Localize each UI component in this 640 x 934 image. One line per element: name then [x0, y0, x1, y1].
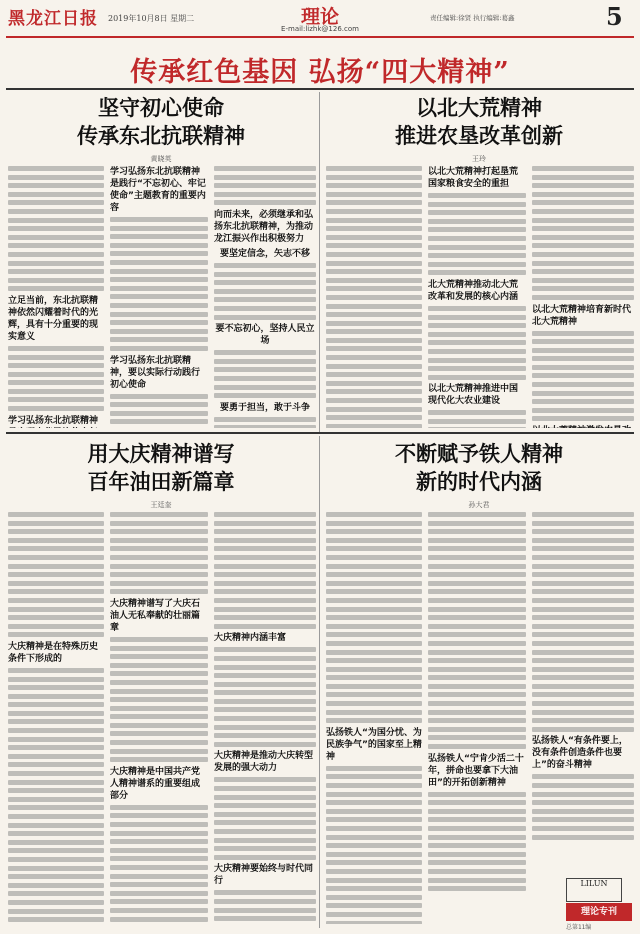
article-beidahuang-spirit [324, 94, 634, 164]
section-logo: LILUN [566, 878, 622, 902]
article-body-column [428, 512, 526, 924]
article-body-column [214, 166, 316, 428]
page-banner-headline: 传承红色基因 弘扬“四大精神” [130, 57, 510, 88]
article-headline-line2: 百年油田新篇章 [87, 469, 235, 494]
article-byline: 王廷奎 [150, 501, 172, 509]
article-subhead: 大庆精神要始终与时代同行 [214, 864, 314, 887]
article-subhead: 要坚定信念，矢志不移 [219, 248, 310, 259]
issue-date: 2019年10月8日 星期二 [108, 14, 195, 23]
article-byline: 孙大君 [468, 501, 490, 509]
banner-rule [6, 88, 634, 90]
article-body-column [8, 512, 104, 924]
article-subhead: 学习弘扬东北抗联精神 [8, 415, 99, 426]
article-byline: 黄晓英 [150, 155, 172, 163]
article-body-column [110, 166, 208, 428]
article-subhead: 向而未来，必须继承和弘扬东北抗联精神，为推动龙江振兴作出积极努力 [214, 209, 314, 244]
article-headline-line1: 以北大荒精神 [416, 95, 542, 120]
article-body-column [326, 512, 422, 924]
article-body-column [532, 166, 634, 428]
article-byline: 王玲 [472, 155, 486, 163]
section-divider [6, 432, 634, 434]
article-subhead: 以北大荒精神打起垦荒国家粮食安全的重担 [428, 167, 519, 189]
article-headline-line1: 不断赋予铁人精神 [395, 441, 563, 466]
top-column-divider [319, 92, 320, 432]
article-body-column [8, 166, 104, 428]
article-subhead [532, 425, 634, 428]
masthead-rule [6, 36, 634, 38]
newspaper-logo: 黑龙江日报 [8, 9, 98, 29]
article-body-column [214, 512, 316, 924]
article-subhead: 要勇于担当，敢于斗争 [219, 402, 310, 413]
article-headline-line2: 新的时代内涵 [416, 469, 542, 494]
page-number: 5 [606, 2, 623, 31]
article-subhead: 弘扬铁人“宁肯少活二十年，拼命也要拿下大油田”的开拓创新精神 [428, 753, 524, 788]
article-headline-line1: 用大庆精神谱写 [87, 441, 235, 466]
article-body-column [532, 512, 634, 872]
article-body-column [428, 166, 526, 428]
article-subhead: 弘扬铁人“为国分忧、为民族争气”的国家至上精神 [326, 727, 422, 762]
issue-code: 总第11编 [566, 924, 592, 931]
bottom-column-divider [319, 436, 320, 928]
editor-credits: 责任编辑:徐贤 执行编辑:葛鑫 [430, 14, 515, 22]
article-subhead: 大庆精神是中国共产党人精神谱系的重要组成部分 [110, 766, 201, 801]
article-subhead: 弘扬铁人“有条件要上，没有条件创造条件也要上”的奋斗精神 [532, 736, 628, 771]
article-subhead: 学习弘扬东北抗联精神，要以实际行动践行初心使命 [110, 355, 201, 390]
article-ironman-spirit [324, 440, 634, 510]
article-anti-japanese-spirit [6, 94, 316, 164]
article-body-column [110, 512, 208, 924]
section-email: E-mail:lizhk@126.com [281, 25, 359, 33]
article-daqing-spirit [6, 440, 316, 510]
article-subhead: 大庆精神是在特殊历史条件下形成的 [8, 641, 99, 664]
article-subhead: 大庆精神谱写了大庆石油人无私奉献的壮丽篇章 [110, 598, 201, 633]
section-title: 理论 [300, 6, 339, 28]
article-headline-line2: 传承东北抗联精神 [77, 123, 245, 148]
article-subhead: 学习弘扬东北抗联精神是践行“不忘初心、牢记使命”主题教育的重要内容 [110, 167, 206, 213]
article-subhead: 大庆精神是推动大庆转型发展的强大动力 [214, 751, 314, 774]
article-subhead: 大庆精神内涵丰富 [214, 633, 287, 644]
article-headline-line2: 推进农垦改革创新 [395, 123, 563, 148]
article-headline-line1: 坚守初心使命 [98, 95, 224, 120]
article-subhead: 北大荒精神推动北大荒改革和发展的核心内涵 [428, 279, 519, 302]
article-subhead: 要不忘初心，坚持人民立场 [215, 324, 315, 347]
article-subhead: 立足当前，东北抗联精神依然闪耀着时代的光辉，具有十分重要的现实意义 [8, 295, 99, 342]
article-body-column [326, 166, 422, 428]
section-badge: 理论专刊 [566, 903, 632, 921]
article-subhead: 以北大荒精神培育新时代北大荒精神 [532, 304, 632, 327]
article-subhead: 以北大荒精神推进中国现代化大农业建设 [428, 384, 519, 407]
